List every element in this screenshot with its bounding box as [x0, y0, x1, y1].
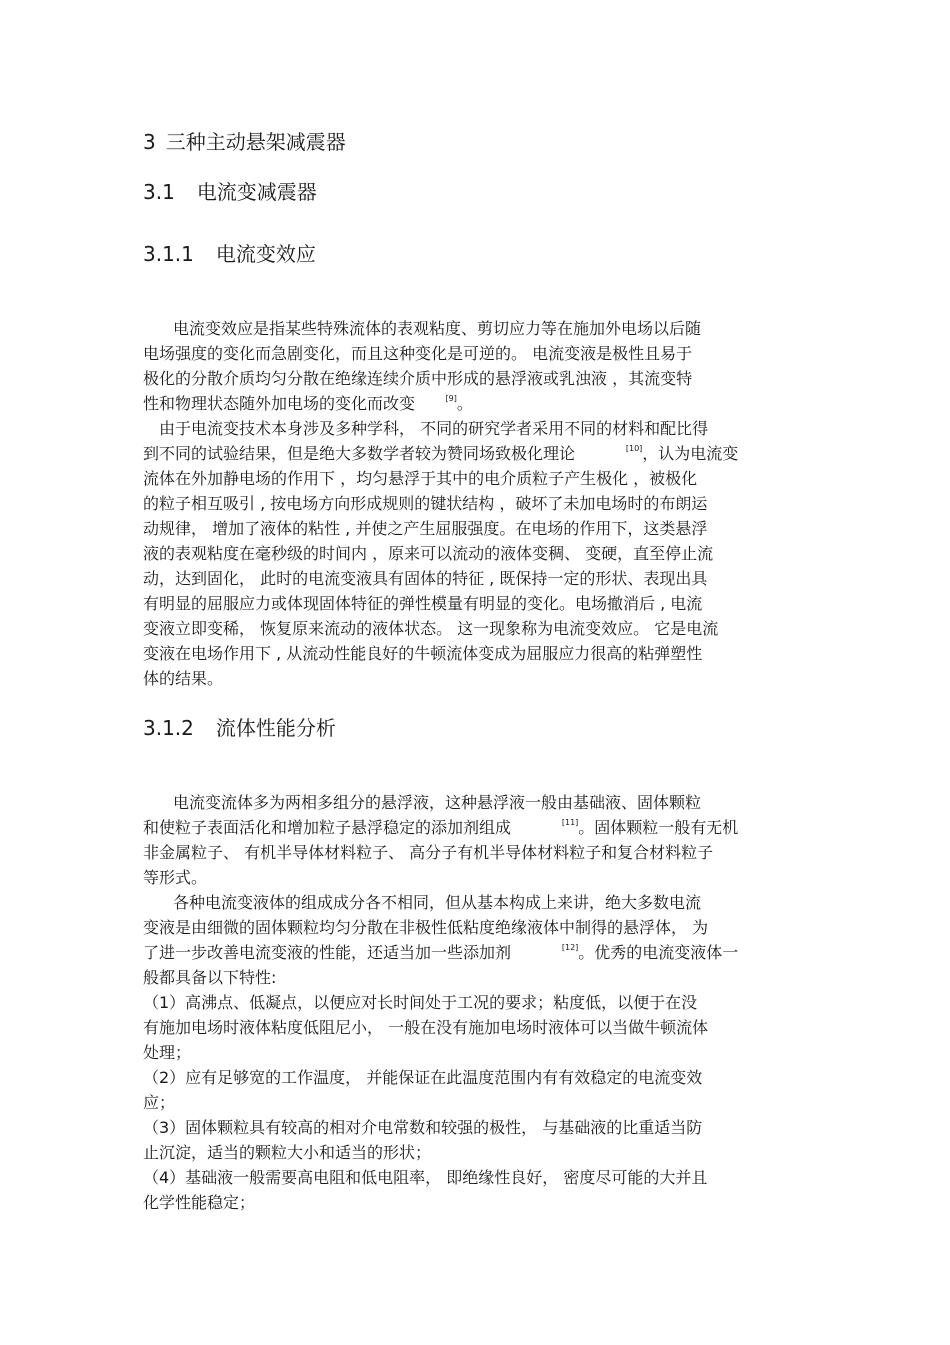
paragraph-line: 体的结果。 — [143, 669, 224, 688]
list-item-line: 处理； — [143, 1043, 192, 1062]
list-item-line: 有施加电场时液体粘度低阻尼小， 一般在没有施加电场时液体可以当做牛顿流体 — [143, 1018, 709, 1037]
chapter-title: 三种主动悬架减震器 — [165, 130, 346, 154]
paragraph-line: 各种电流变液体的组成成分各不相同，但从基本构成上来讲，绝大多数电流 — [173, 893, 702, 912]
section-title: 电流变减震器 — [196, 180, 317, 204]
subsection-number: 3.1.1 — [143, 242, 194, 266]
paragraph-line: 流体在外加静电场的作用下 ，均匀悬浮于其中的电介质粒子产生极化 ，被极化 — [143, 469, 698, 488]
subsection-title: 流体性能分析 — [215, 716, 336, 740]
subsection-title: 电流变效应 — [215, 242, 316, 266]
text-run: 。优秀的电流变液体一 — [578, 943, 739, 962]
paragraph-line — [143, 940, 808, 965]
text-run: ，认为电流变 — [642, 444, 739, 463]
paragraph-line: 等形式。 — [143, 868, 208, 887]
list-item-line: （3）固体颗粒具有较高的相对介电常数和较强的极性， 与基础液的比重适当防 — [143, 1118, 703, 1137]
paragraph-line: 电流变流体多为两相多组分的悬浮液，这种悬浮液一般由基础液、固体颗粒 — [173, 793, 702, 812]
citation-ref: [10] — [625, 444, 643, 453]
paragraph-line: 动规律， 增加了液体的粘性 , 并使之产生屈服强度。在电场的作用下，这类悬浮 — [143, 519, 708, 538]
paragraph-line: 非金属粒子、 有机半导体材料粒子、 高分子有机半导体材料粒子和复合材料粒子 — [143, 843, 714, 862]
section1-body — [143, 316, 808, 691]
paragraph-line: 动，达到固化， 此时的电流变液具有固体的特征 , 既保持一定的形状、表现出具 — [143, 569, 708, 588]
citation-ref: [11] — [561, 818, 579, 827]
list-item-line: 应； — [143, 1093, 176, 1112]
paragraph-line: 的粒子相互吸引 , 按电场方向形成规则的键状结构 ，破坏了未加电场时的布朗运 — [143, 494, 708, 513]
text-run: 性和物理状态随外加电场的变化而改变 — [143, 394, 416, 413]
subsection-number: 3.1.2 — [143, 716, 194, 740]
paragraph-line: 变液是由细微的固体颗粒均匀分散在非极性低粘度绝缘液体中制得的悬浮体， 为 — [143, 918, 709, 937]
text-run: 到不同的试验结果，但是绝大多数学者较为赞同场致极化理论 — [143, 444, 576, 463]
paragraph-line — [143, 441, 808, 466]
paragraph-line: 般都具备以下特性: — [143, 968, 277, 987]
paragraph-line: 变液在电场作用下 , 从流动性能良好的牛顿流体变成为屈服应力很高的粘弹塑性 — [143, 644, 703, 663]
paragraph-line: 液的表观粘度在毫秒级的时间内 ，原来可以流动的液体变稠、 变硬，直至停止流 — [143, 544, 714, 563]
paragraph-line: 变液立即变稀， 恢复原来流动的液体状态。 这一现象称为电流变效应。 它是电流 — [143, 619, 719, 638]
subsection-heading-1 — [143, 240, 316, 268]
citation-ref: [12] — [561, 943, 579, 952]
citation-ref: [9] — [445, 394, 457, 403]
paragraph-line: 电流变效应是指某些特殊流体的表观粘度、剪切应力等在施加外电场以后随 — [173, 319, 702, 338]
paragraph-line — [143, 391, 808, 416]
section2-body — [143, 790, 808, 1215]
list-item-line: 化学性能稳定； — [143, 1193, 256, 1212]
list-item-line: （2）应有足够宽的工作温度， 并能保证在此温度范围内有有效稳定的电流变效 — [143, 1068, 703, 1087]
text-run: 。 — [456, 394, 473, 413]
paragraph-line: 极化的分散介质均匀分散在绝缘连续介质中形成的悬浮液或乳浊液 ，其流变特 — [143, 369, 693, 388]
section-number: 3.1 — [143, 180, 175, 204]
section-heading — [143, 178, 317, 206]
text-run: 和使粒子表面活化和增加粒子悬浮稳定的添加剂组成 — [143, 818, 512, 837]
chapter-heading — [143, 128, 346, 156]
paragraph-line: 由于电流变技术本身涉及多种学科， 不同的研究学者采用不同的材料和配比得 — [159, 419, 709, 438]
paragraph-line — [143, 815, 808, 840]
text-run: 。固体颗粒一般有无机 — [578, 818, 739, 837]
subsection-heading-2 — [143, 714, 336, 742]
paragraph-line: 有明显的屈服应力或体现固体特征的弹性模量有明显的变化。电场撤消后 , 电流 — [143, 594, 703, 613]
list-item-line: （4）基础液一般需要高电阻和低电阻率， 即绝缘性良好， 密度尽可能的大并且 — [143, 1168, 708, 1187]
list-item-line: 止沉淀，适当的颗粒大小和适当的形状； — [143, 1143, 432, 1162]
paragraph-line: 电场强度的变化而急剧变化，而且这种变化是可逆的。 电流变液是极性且易于 — [143, 344, 693, 363]
list-item-line: （1）高沸点、低凝点，以便应对长时间处于工况的要求；粘度低，以便于在没 — [143, 993, 698, 1012]
text-run: 了进一步改善电流变液的性能，还适当加一些添加剂 — [143, 943, 512, 962]
chapter-number: 3 — [143, 130, 156, 154]
